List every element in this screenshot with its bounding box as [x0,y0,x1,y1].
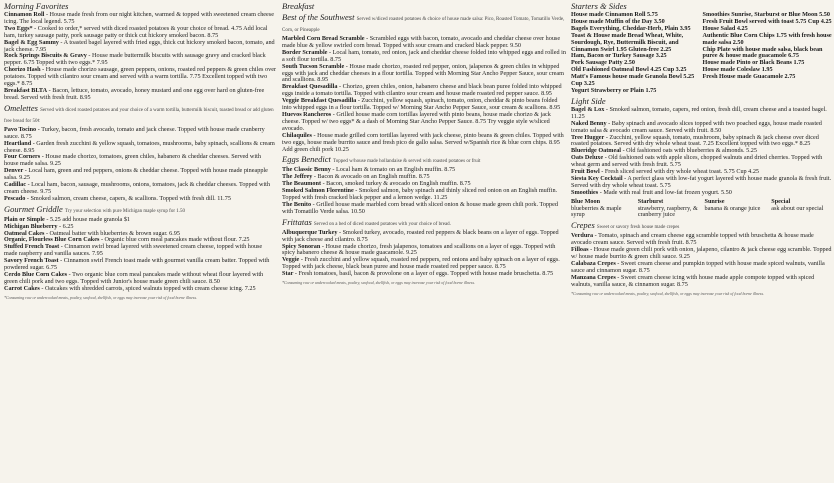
menu-item: Breakfast Quesadilla - Chorizo, green chiles, onion, habanero cheese and black bean puree folded into whipped eggs inside a tomato tortilla. Topped with cilantro sour cream and house made roasted red pepper sauce. 8.95 [282,83,562,98]
smoothie-option [771,199,834,220]
menu-item: Smoked Salmon Florentine - Smoked salmon, baby spinach and thinly sliced red onion on an English muffin. Topped with fresh cracked black pepper and a lemon wedge. 11.25 [282,187,558,202]
griddle-subtitle: Try your selection with pure Michigan maple syrup for 1.50 [64,208,185,214]
menu-item: Breakfast BLTA - Bacon, lettuce, tomato, avocado, honey mustard and one egg over hard on gluten-free bread. Served with fresh fruit. 8.95 [4,86,265,101]
section-title-morning: Morning Favorites [4,1,69,11]
menu-item: Naked Benny - Baby spinach and avocado slices topped with two poached eggs, house made roasted tomato salsa & avocado cream sauce. Served with fruit. 8.50 [571,119,822,134]
menu-column-2 [282,0,566,483]
menu-item: Veggie - Fresh zucchini and yellow squash, roasted red peppers, red onions and baby spinach on a layer of eggs. Topped with jack cheese, black bean puree and house made roasted red pepper sauce. 8.75 [282,256,560,271]
section-title-frittatas [282,218,566,229]
menu-item: South Tucson Scramble - House made chorizo, roasted red pepper, onion, jalapenos & green chiles in whipped eggs with jack and cheddar cheeses in a flour tortilla. Topped with Morning Star Ancho Pepper Sauce, sour cream and scallions. 8.95 [282,62,564,84]
light-items [571,107,834,197]
menu-item: Heartland - Garden fresh zucchini & yellow squash, tomatoes, mushrooms, baby spinach, scallions & cream cheese. 8.95 [4,139,275,154]
menu-item: Cadillac - Local ham, bacon, sausage, mushrooms, onions, tomatoes, jack & cheddar cheeses. Topped with cream cheese. 9.75 [4,181,270,195]
section-title-benedict [282,155,566,166]
menu-column-1 [0,0,280,483]
crepes-subtitle: Sweet or savory fresh house made crepes [596,225,680,231]
menu-item: Star - Fresh tomatoes, basil, bacon & provolone on a layer of eggs. Topped with house made bruschetta. 8.75 [282,270,554,278]
menu-item: Bagel & Egg Sammy - A toasted bagel layered with fried eggs, thick cut hickory smoked bacon, tomato, and jack cheese. 7.95 [4,38,275,53]
menu-item: Oats Deluxe - Old fashioned oats with apple slices, chopped walnuts and dried cherries. Topped with wheat germ and served with fresh fruit. 5.75 [571,154,823,169]
menu-item: Albuquerque Turkey - Smoked turkey, avocado, roasted red peppers & black beans on a layer of eggs. Topped with jack cheese and cilantro. 8.75 [282,228,559,243]
section-title-breakfast: Breakfast [282,1,315,11]
menu-item: Fresh Fruit Bowl served with toast 5.75 Cup 4.25 [702,17,832,25]
menu-item: Four Corners - House made chorizo, tomatoes, green chiles, habanero & cheddar cheeses. Served with house made salsa. 9.25 [4,153,261,168]
menu-item: Plain or Simple - 5.25 add house made granola $1 [4,215,131,223]
food-safety-note: *Consuming raw or undercooked meats, poultry, seafood, shellfish, or eggs may increase your risk of food borne illness. [4,294,198,300]
smoothie-desc: ask about our special [771,204,824,212]
morning-items [4,12,276,102]
section-title-light: Light Side [571,95,606,106]
menu-item: Chorizo Hash - House made chorizo sausage, green peppers, onions, roasted red peppers & green chiles over potatoes. Topped with cilantro sour cream and served with a warm tortilla. 7.75 Excellent topped with two eggs.* 8.75 [4,66,277,88]
menu-item: House Salad 4.25 [702,24,748,32]
menu-item: Cerdo Blue Corn Cakes - Two organic blue corn meal pancakes made without wheat flour layered with green chili pork and two eggs. Topped with Junior's house made green chili sauce. 8.50 [4,271,264,285]
smoothie-name: Sunrise [704,197,725,205]
section-title-griddle [4,205,276,216]
section-title-crepes [571,221,834,232]
menu-item: The Classic Benny - Local ham & tomato on an English muffin. 8.75 [282,166,456,174]
menu-item: Organic, Flourless Blue Corn Cakes - Organic blue corn meal pancakes made without flour. 7.25 [4,236,250,244]
griddle-title: Gourmet Griddle [4,203,63,214]
benedict-title: Eggs Benedict [282,154,331,165]
section-title-omelettes [4,104,276,126]
menu-item: Carrot Cakes - Oatcakes with shredded carrots, spiced walnuts topped with cream cheese icing. 7.25 [4,284,256,292]
southwest-subtitle: Served w/diced roasted potatoes & choice of house made salsa: Pico, Roasted Tomato, Tomatillo Verde, Corn, or Pineapple [282,17,565,33]
menu-item: Marbled Corn Bread Scramble - Scrambled eggs with bacon, tomato, avocado and cheddar cheese over house made blue & yellow swirled corn bread. Topped with sour cream and cracked black pepper. 9.50 [282,35,561,49]
griddle-items [4,217,276,293]
menu-item: Toast & House made Bread Wheat, White, Sourdough, Rye, Buttermilk Biscuit, and Cinnamon Swirl 1.95 Gluten-free 2.25 [571,31,684,53]
southwest-title: Best of the Southwest [282,12,355,22]
menu-item: Cinnamon Roll - House made fresh from our night kitchen, warmed & topped with sweetened cream cheese icing. The local legend. 5.75 [4,11,274,25]
menu-item: Denver - Local ham, green and red peppers, onions & cheddar cheese. Topped with house made pineapple salsa. 9.25 [4,167,268,182]
menu-item: Stuffed French Toast - Cinnamon swirl bread layered with sweetened cream cheese, topped with house made raspberry and vanilla sauces. 7.95 [4,243,263,258]
menu-item: Matt's Famous house made Granola Bowl 5.25 Cup 3.25 [571,73,695,88]
crepes-title: Crepes [571,220,595,231]
menu-item: Bagel & Lox - Smoked salmon, tomato, capers, red onion, fresh dill, cream cheese and a toasted bagel. 11.25 [571,105,827,120]
food-safety-note: *Consuming raw or undercooked meats, poultry, seafood, shellfish, or eggs may increase your risk of food borne illness. [282,280,476,286]
smoothie-desc: strawberry, raspberry, & cranberry juice [637,204,698,219]
menu-item: Oatmeal Cakes - Oatmeal batter with blueberries & brown sugar. 6.95 [4,229,180,237]
menu-item: Authentic Blue Corn Chips 1.75 with fresh house made salsa 2.50 [702,31,832,46]
menu-item: Spicy Sonoran - House made chorizo, fresh jalapenos, tomatoes and scallions on a layer of eggs. Topped with spicy habanero cheese & house made guacamole. 9.25 [282,242,556,257]
menu-item: Michigan Blueberry - 6.25 [4,222,74,230]
menu-item: Border Scramble - Local ham, tomato, red onion, jack and cheddar cheese folded into whipped eggs and rolled in a soft flour tortilla. 8.75 [282,48,566,63]
frittatas-subtitle: Served on a bed of diced roasted potatoes with your choice of bread. [313,221,451,227]
menu-item: Filloas - House made green chili pork with onion, jalapeno, cilantro & jack cheese egg scramble. Topped w/ house made burrito & green chili sauce. 9.25 [571,246,832,261]
frittata-items [282,230,566,278]
smoothie-option [638,199,701,220]
menu-item: Siesta Key Cocktail - A perfect glass with low-fat yogurt layered with house made granola & fresh fruit. Served with dry whole wheat toast. 5.75 [571,174,832,189]
omelettes-subtitle: Served with diced roasted potatoes and your choice of a warm tortilla, buttermilk biscuit, toasted bread or add gluten free bread for 50¢ [4,107,274,124]
crepe-items [571,233,834,288]
menu-item: Chilaquiles - House made grilled corn tortillas layered with jack cheese, pinto beans & green chiles. Topped with two eggs, house made burrito sauce and fresh pico de gallo salsa. Served w/Spanish rice & blue corn chips. 8.95 Add green chili pork 10.25 [282,131,564,153]
starters-grid [571,12,834,95]
menu-item: The Benito - Grilled house made marbled corn bread with sliced onion & house made green chili pork. Topped with Tomatillo Verde salsa. 10.50 [282,200,558,215]
menu-item: Chip Plate with house made salsa, black bean puree & house made guacamole 6.75 [702,45,823,60]
menu-item: Pavo Tocino - Turkey, bacon, fresh avocado, tomato and jack cheese. Topped with house made cranberry sauce. 8.75 [4,125,265,140]
menu-item: Manzana Crepes - Sweet cream cheese icing with house made apple compote topped with spiced walnuts, vanilla sauce, & cinnamon sugar. 8.75 [571,273,815,288]
menu-item: House made Pinto or Black Beans 1.75 [702,59,805,67]
menu-item: Fresh House made Guacamole 2.75 [702,73,796,81]
menu-item: Pork Sausage Patty 2.50 [571,59,635,67]
menu-item: Calabaza Crepes - Sweet cream cheese and pumpkin topped with house made spiced walnuts, vanilla sauce and cinnamon sugar. 8.75 [571,260,825,274]
section-title-starters: Starters & Sides [571,1,627,11]
starters-left [571,12,703,95]
smoothie-option [571,199,634,220]
smoothie-name: Blue Moon [571,197,601,205]
frittatas-title: Frittatas [282,216,312,227]
omelettes-title: Omelettes [4,102,38,113]
menu-item: Pescado - Smoked salmon, cream cheese, capers, & scallions. Topped with fresh dill. 11.75 [4,194,231,202]
menu-item: Two Eggs* - Cooked to order,* served with diced roasted potatoes & your choice of bread. 4.75 Add local ham, turkey sausage patty, pork sausage patty or thick cut hickory smoked bacon. 8.75 [4,24,268,39]
food-safety-note: *Consuming raw or undercooked meats, poultry, seafood, shellfish, or eggs may increase your risk of food borne illness. [571,290,765,296]
menu-item: Bagels Everything, Cheddar-Herb, Plain 3.95 [571,24,691,32]
smoothie-desc: banana & orange juice [704,204,761,212]
menu-item: Old Fashioned Oatmeal Bowl 4.25 Cup 3.25 [571,66,687,74]
menu-item: Huevos Rancheros - Grilled house made corn tortillas layered with pinto beans, house made chorizo & jack cheese. Topped w/ two eggs* & a dash of Morning Star Ancho Pepper Sauce. 8.75 Try veggie style w/sliced avocado. [282,110,551,132]
smoothie-desc: blueberries & maple syrup [571,204,622,219]
menu-item: Fruit Bowl - Fresh sliced served with dry whole wheat toast. 5.75 Cup 4.25 [571,168,760,176]
menu-item: Tree Hugger - Zucchini, yellow squash, tomato, mushroom, baby spinach & jack cheese over diced roasted potatoes. Served with dry whole wheat toast. 7.25 Excellent topped with two eggs.* 8.25 [571,133,819,148]
starters-right [703,12,834,95]
menu-item: Veggie Breakfast Quesadilla - Zucchini, yellow squash, spinach, tomato, onion, cheddar & pinto beans folded into whipped eggs in a flour tortilla. Topped w/ Morning Star Ancho Pepper Sauce, sour cream & scallions. 8.95 [282,97,561,112]
smoothie-name: Special [771,197,791,205]
smoothie-option [705,199,768,220]
benedict-subtitle: Topped w/house made hollandaise & served with roasted potatoes or fruit [332,159,481,165]
menu-item: The Jeffrey - Bacon & avocado on an English muffin. 8.75 [282,173,430,181]
omelette-items [4,127,276,203]
menu-item: House made Cinnamon Roll 5.75 [571,11,658,18]
menu-item: The Beaumont - Bacon, smoked turkey & avocado on English muffin. 8.75 [282,180,471,188]
menu-item: Smoothies Sunrise, Starburst or Blue Moon 5.50 [702,11,830,18]
menu-column-3 [571,0,834,483]
smoothie-name: Starburst [637,197,664,205]
menu-item: Rock Springs Biscuits & Gravy - House made buttermilk biscuits with sausage gravy and cracked black pepper. 6.75 Topped with two eggs.* 7.95 [4,52,266,67]
section-title-southwest [282,13,566,35]
breakfast-items [282,36,566,153]
menu-item: Yogurt Strawberry or Plain 1.75 [571,86,657,94]
menu-item: House made Coleslaw 1.95 [702,66,773,74]
menu-item: Savory French Toast - Cinnamon swirl French toast made with gourmet vanilla cream batter. Topped with powdered sugar. 6.75 [4,257,270,272]
menu-item: Smoothies - Made with real fruit and low-fat frozen yogurt. 5.50 [571,188,732,196]
menu-item: House made Muffin of the Day 3.50 [571,17,665,25]
menu-item: Blueridge Oatmeal - Old fashioned oats with blueberries & almonds. 5.25 [571,147,757,155]
benedict-items [282,167,566,215]
smoothie-options [571,199,834,220]
menu-item: Verdura - Tomato, spinach and cream cheese egg scramble topped with bruschetta & house made avocado cream sauce. Served with fresh fruit. 8.75 [571,232,814,247]
menu-item: Ham, Bacon or Turkey Sausage 3.25 [571,52,667,60]
